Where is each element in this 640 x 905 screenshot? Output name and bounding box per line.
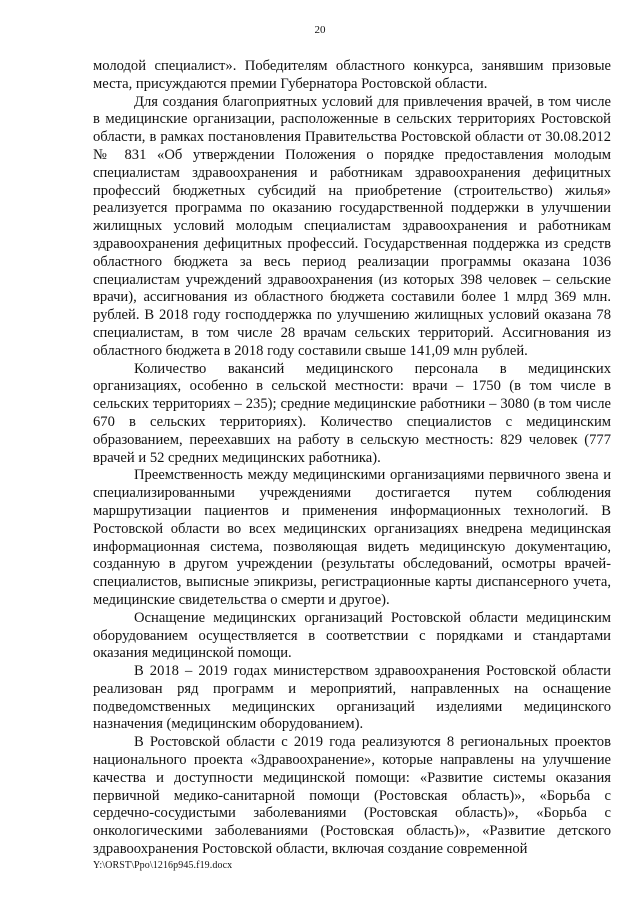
footer-file-path: Y:\ORST\Ppo\1216p945.f19.docx (93, 860, 233, 871)
paragraph-4: Преемственность между медицинскими организациями первичного звена и специализированными учреждениями достигается путем соблюдения маршрутизации пациентов и применения информационных технологий. В Ростовской области во всех медицинских организациях внедрена медицинская информационная система, позволяющая видеть медицинскую документацию, созданную в другом учреждении (результаты обследований, осмотры врачей-специалистов, выписные эпикризы, регистрационные карты диспансерного учета, медицинские свидетельства о смерти и другое). (93, 467, 611, 608)
paragraph-1: молодой специалист». Победителям областного конкурса, занявшим призовые места, присуждаются премии Губернатора Ростовской области. (93, 58, 611, 92)
paragraph-7: В Ростовской области с 2019 года реализуются 8 региональных проектов национального проекта «Здравоохранение», которые направлены на улучшение качества и доступности медицинской помощи: «Развитие системы оказания первичной медико-санитарной помощи (Ростовская область)», «Борьба с сердечно-сосудистыми заболеваниями (Ростовская область)», «Борьба с онкологическими заболеваниями (Ростовская область)», «Развитие детского здравоохранения Ростовской области, включая создание современной (93, 734, 611, 858)
paragraph-6: В 2018 – 2019 годах министерством здравоохранения Ростовской области реализован ряд программ и мероприятий, направленных на оснащение подведомственных медицинских организаций изделиями медицинского назначения (медицинским оборудованием). (93, 663, 611, 733)
page-number: 20 (314, 24, 326, 36)
paragraph-5: Оснащение медицинских организаций Ростовской области медицинским оборудованием осуществляется в соответствии с порядками и стандартами оказания медицинской помощи. (93, 609, 611, 662)
paragraph-3: Количество вакансий медицинского персонала в медицинских организациях, особенно в сельской местности: врачи – 1750 (в том числе в сельских территориях – 235); средние медицинские работники – 3080 (в том числе 670 в сельских территориях). Количество специалистов с медицинским образованием, переехавших на работу в сельскую местность: 829 человек (777 врачей и 52 средних медицинских работника). (93, 360, 611, 466)
body-text (93, 58, 611, 859)
paragraph-2: Для создания благоприятных условий для привлечения врачей, в том числе в медицинские организации, расположенные в сельских территориях Ростовской области, в рамках постановления Правительства Ростовской области от 30.08.2012 № 831 «Об утверждении Положения о порядке предоставления молодым специалистам здравоохранения и работникам здравоохранения дефицитных профессий бюджетных субсидий на приобретение (строительство) жилья» реализуется программа по оказанию государственной поддержки в улучшении жилищных условий молодым специалистам здравоохранения и работникам здравоохранения дефицитных профессий. Государственная поддержка из средств областного бюджета за весь период реализации программы оказана 1036 специалистам учреждений здравоохранения (из которых 398 человек – сельские врачи), ассигнования из областного бюджета составили более 1 млрд 369 млн. рублей. В 2018 году господдержка по улучшению жилищных условий оказана 78 специалистам, в том числе 28 врачам сельских территорий. Ассигнования из областного бюджета в 2018 году составили свыше 141,09 млн рублей. (93, 93, 611, 359)
